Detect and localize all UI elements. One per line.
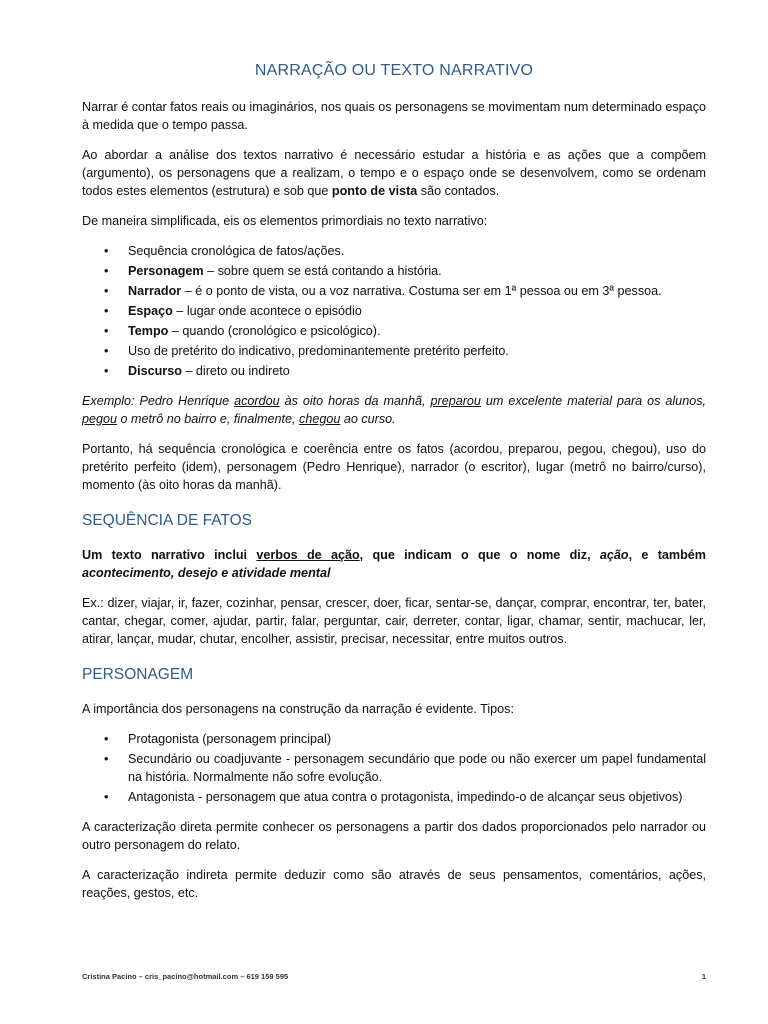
list-item: • Sequência cronológica de fatos/ações. <box>104 244 345 258</box>
page-title: NARRAÇÃO OU TEXTO NARRATIVO <box>254 62 534 79</box>
page-number: 1 <box>701 972 706 981</box>
footer-author: Cristina Pacino – cris_pacino@hotmail.com – 619 159 595 <box>82 972 289 981</box>
section-heading-sequencia: SEQUÊNCIA DE FATOS <box>82 512 252 529</box>
elements-list <box>82 242 706 380</box>
list-item: • Personagem – sobre quem se está contando a história. <box>104 264 442 278</box>
bullet-icon: • <box>104 364 109 378</box>
ponto-de-vista-bold: ponto de vista <box>331 184 418 198</box>
caracterizacao-indireta-paragraph: A caracterização indireta permite deduzir como são através de seus pensamentos, comentários, ações, reações, gestos, etc. <box>82 868 706 900</box>
bullet-icon: • <box>104 752 109 766</box>
verbs-examples-paragraph: Ex.: dizer, viajar, ir, fazer, cozinhar, pensar, crescer, doer, ficar, sentar-se, dançar, comprar, encontrar, ter, bater, cantar, chegar, comer, ajudar, partir, falar, perguntar, cair, derreter, contar, ligar, chamar, sentir, machucar, ler, atirar, lançar, mudar, chutar, encolher, assistir, precisar, necessitar, entre muitos outros. <box>82 596 706 646</box>
page-footer <box>82 968 706 986</box>
example-paragraph: Exemplo: Pedro Henrique acordou às oito horas da manhã, preparou um excelente material para os alunos, pegou o metrô no bairro e, finalmente, chegou ao curso. <box>82 394 706 426</box>
intro-paragraph-1: Narrar é contar fatos reais ou imaginários, nos quais os personagens se movimentam num determinado espaço à medida que o tempo passa. <box>82 100 706 132</box>
list-item: • Discurso – direto ou indireto <box>104 364 290 378</box>
bullet-icon: • <box>104 324 109 338</box>
list-item: • Secundário ou coadjuvante - personagem secundário que pode ou não exercer um papel fundamental na história. Normalmente não sofre evolução. <box>104 752 706 784</box>
list-item: • Uso de pretérito do indicativo, predominantemente pretérito perfeito. <box>104 344 509 358</box>
intro-paragraph-2: Ao abordar a análise dos textos narrativo é necessário estudar a história e as ações que a compõem (argumento), os personagens que a realizam, o tempo e o espaço onde se desenvolvem, como se ordenam todos estes elementos (estrutura) e sob que ponto de vista são contados. <box>82 148 706 198</box>
bullet-icon: • <box>104 732 109 746</box>
bullet-icon: • <box>104 244 109 258</box>
section-heading-personagem: PERSONAGEM <box>82 666 194 683</box>
bullet-icon: • <box>104 344 109 358</box>
list-item: • Antagonista - personagem que atua contra o protagonista, impedindo-o de alcançar seus objetivos) <box>104 790 683 804</box>
bullet-icon: • <box>104 790 109 804</box>
intro-paragraph-3: De maneira simplificada, eis os elementos primordiais no texto narrativo: <box>82 214 488 228</box>
types-list <box>82 730 706 806</box>
list-item: • Tempo – quando (cronológico e psicológico). <box>104 324 381 338</box>
list-item: • Protagonista (personagem principal) <box>104 732 332 746</box>
portanto-paragraph: Portanto, há sequência cronológica e coerência entre os fatos (acordou, preparou, pegou, chegou), uso do pretérito perfeito (idem), personagem (Pedro Henrique), narrador (o escritor), lugar (metrô no bairro/curso), momento (às oito horas da manhã). <box>82 442 706 492</box>
verbos-paragraph: Um texto narrativo inclui verbos de ação, que indicam o que o nome diz, ação, e também acontecimento, desejo e atividade mental <box>82 548 707 580</box>
bullet-icon: • <box>104 304 109 318</box>
list-item: • Narrador – é o ponto de vista, ou a voz narrativa. Costuma ser em 1ª pessoa ou em 3ª pessoa. <box>104 284 662 298</box>
personagem-intro-paragraph: A importância dos personagens na construção da narração é evidente. Tipos: <box>82 702 514 716</box>
bullet-icon: • <box>104 264 109 278</box>
bullet-icon: • <box>104 284 109 298</box>
list-item: • Espaço – lugar onde acontece o episódio <box>104 304 362 318</box>
caracterizacao-direta-paragraph: A caracterização direta permite conhecer os personagens a partir dos dados proporcionados pelo narrador ou outro personagem do relato. <box>82 820 706 852</box>
